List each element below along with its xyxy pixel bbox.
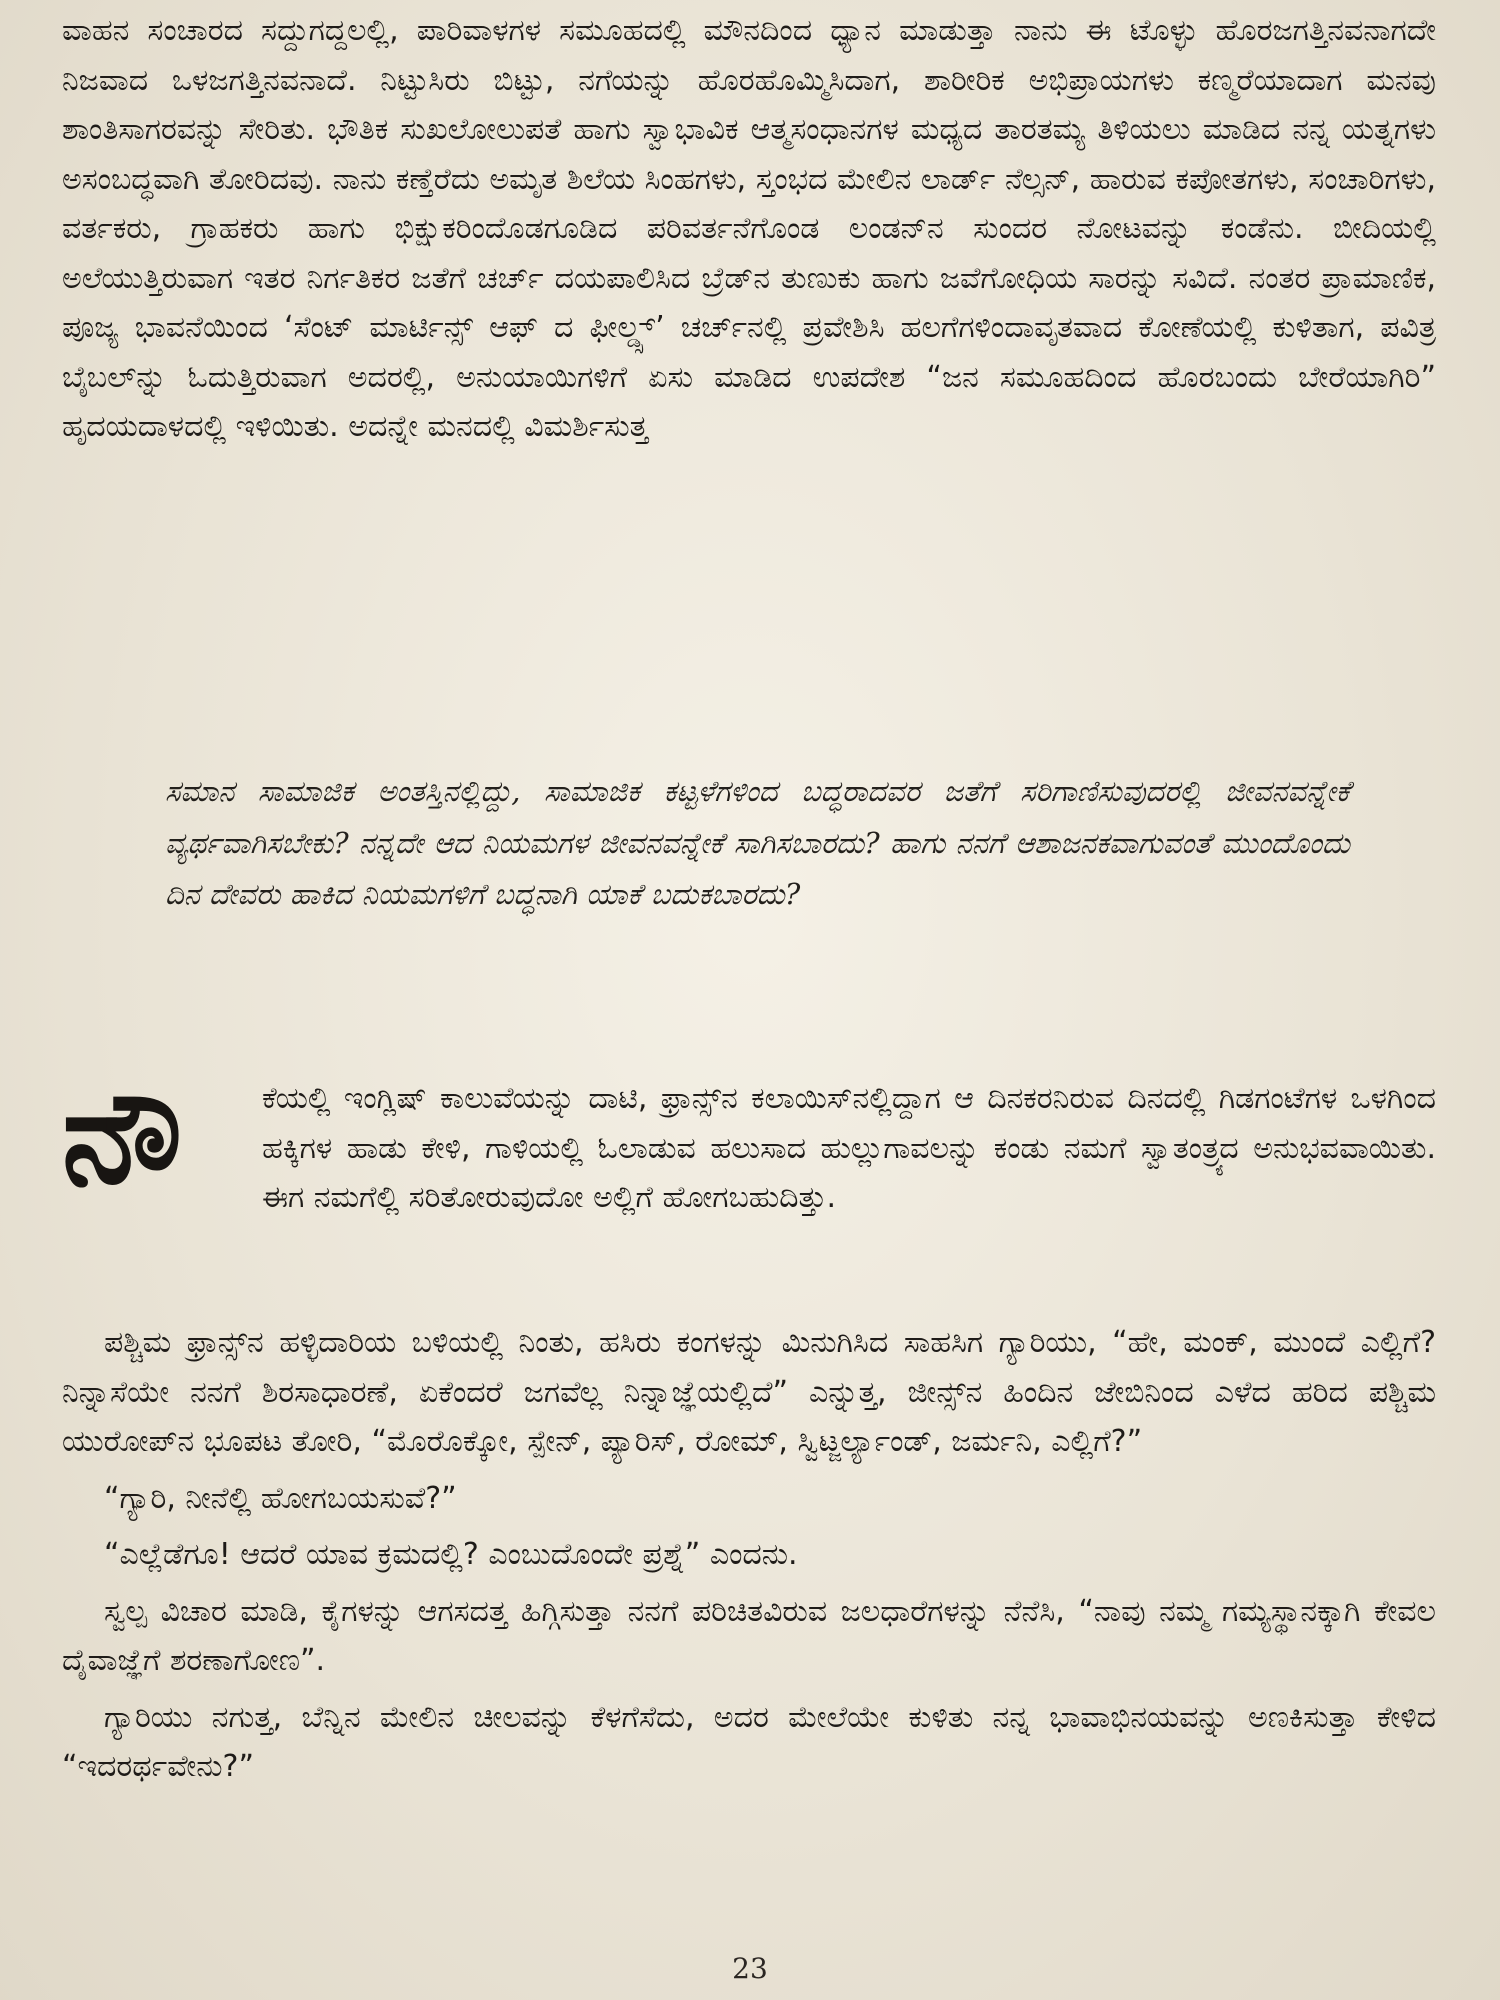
dialog-paragraph: ಸ್ವಲ್ಪ ವಿಚಾರ ಮಾಡಿ, ಕೈಗಳನ್ನು ಆಗಸದತ್ತ ಹಿಗ್ಗಿಸುತ್ತಾ ನನಗೆ ಪರಿಚಿತವಿರುವ ಜಲಧಾರೆಗಳನ್ನು ನೆನೆಸಿ, “ನಾವು ನಮ್ಮ ಗಮ್ಯಸ್ಥಾನಕ್ಕಾಗಿ ಕೇವಲ ದೈವಾಜ್ಞೆಗೆ ಶರಣಾಗೋಣ”. — [62, 1593, 1436, 1678]
chapter-opening-paragraph: ಕೆಯಲ್ಲಿ ಇಂಗ್ಲಿಷ್ ಕಾಲುವೆಯನ್ನು ದಾಟಿ, ಫ್ರಾನ್ಸ್‌ನ ಕಲಾಯಿಸ್‌ನಲ್ಲಿದ್ದಾಗ ಆ ದಿನಕರನಿರುವ ದಿನದಲ್ಲಿ ಗಿಡಗಂಟೆಗಳ ಒಳಗಿಂದ ಹಕ್ಕಿಗಳ ಹಾಡು ಕೇಳಿ, ಗಾಳಿಯಲ್ಲಿ ಓಲಾಡುವ ಹಲುಸಾದ ಹುಲ್ಲುಗಾವಲನ್ನು ಕಂಡು ನಮಗೆ ಸ್ವಾತಂತ್ರ್ಯದ ಅನುಭವವಾಯಿತು. ಈಗ ನಮಗೆಲ್ಲಿ ಸರಿತೋರುವುದೋ ಅಲ್ಲಿಗೆ ಹೋಗಬಹುದಿತ್ತು. — [262, 1081, 1436, 1215]
body-paragraph: ವಾಹನ ಸಂಚಾರದ ಸದ್ದುಗದ್ದಲಲ್ಲಿ, ಪಾರಿವಾಳಗಳ ಸಮೂಹದಲ್ಲಿ ಮೌನದಿಂದ ಧ್ಯಾನ ಮಾಡುತ್ತಾ ನಾನು ಈ ಟೊಳ್ಳು ಹೊರಜಗತ್ತಿನವನಾಗದೇ ನಿಜವಾದ ಒಳಜಗತ್ತಿನವನಾದೆ. ನಿಟ್ಟುಸಿರು ಬಿಟ್ಟು, ನಗೆಯನ್ನು ಹೊರಹೊಮ್ಮಿಸಿದಾಗ, ಶಾರೀರಿಕ ಅಭಿಪ್ರಾಯಗಳು ಕಣ್ಮರೆಯಾದಾಗ ಮನವು ಶಾಂತಿಸಾಗರವನ್ನು ಸೇರಿತು. ಭೌತಿಕ ಸುಖಲೋಲುಪತೆ ಹಾಗು ಸ್ವಾಭಾವಿಕ ಆತ್ಮಸಂಧಾನಗಳ ಮಧ್ಯದ ತಾರತಮ್ಯ ತಿಳಿಯಲು ಮಾಡಿದ ನನ್ನ ಯತ್ನಗಳು ಅಸಂಬದ್ಧವಾಗಿ ತೋರಿದವು. ನಾನು ಕಣ್ತೆರೆದು ಅಮೃತ ಶಿಲೆಯ ಸಿಂಹಗಳು, ಸ್ತಂಭದ ಮೇಲಿನ ಲಾರ್ಡ್ ನೆಲ್ಸನ್, ಹಾರುವ ಕಪೋತಗಳು, ಸಂಚಾರಿಗಳು, ವರ್ತಕರು, ಗ್ರಾಹಕರು ಹಾಗು ಭಿಕ್ಷುಕರಿಂದೊಡಗೂಡಿದ ಪರಿವರ್ತನೆಗೊಂಡ ಲಂಡನ್‌ನ ಸುಂದರ ನೋಟವನ್ನು ಕಂಡೆನು. ಬೀದಿಯಲ್ಲಿ ಅಲೆಯುತ್ತಿರುವಾಗ ಇತರ ನಿರ್ಗತಿಕರ ಜತೆಗೆ ಚರ್ಚ್ ದಯಪಾಲಿಸಿದ ಬ್ರೆಡ್‌ನ ತುಣುಕು ಹಾಗು ಜವೆಗೋಧಿಯ ಸಾರನ್ನು ಸವಿದೆ. ನಂತರ ಪ್ರಾಮಾಣಿಕ, ಪೂಜ್ಯ ಭಾವನೆಯಿಂದ ‘ಸೆಂಟ್ ಮಾರ್ಟಿನ್ಸ್ ಆಫ್ ದ ಫೀಲ್ಡ್ಸ್’ ಚರ್ಚ್‌ನಲ್ಲಿ ಪ್ರವೇಶಿಸಿ ಹಲಗೆಗಳಿಂದಾವೃತವಾದ ಕೋಣೆಯಲ್ಲಿ ಕುಳಿತಾಗ, ಪವಿತ್ರ ಬೈಬಲ್‌ನ್ನು ಓದುತ್ತಿರುವಾಗ ಅದರಲ್ಲಿ, ಅನುಯಾಯಿಗಳಿಗೆ ಏಸು ಮಾಡಿದ ಉಪದೇಶ “ಜನ ಸಮೂಹದಿಂದ ಹೊರಬಂದು ಬೇರೆಯಾಗಿರಿ” ಹೃದಯದಾಳದಲ್ಲಿ ಇಳಿಯಿತು. ಅದನ್ನೇ ಮನದಲ್ಲಿ ವಿಮರ್ಶಿಸುತ್ತ — [62, 13, 1436, 444]
dialog-paragraph: ಪಶ್ಚಿಮ ಫ್ರಾನ್ಸ್‌ನ ಹಳ್ಳಿದಾರಿಯ ಬಳಿಯಲ್ಲಿ ನಿಂತು, ಹಸಿರು ಕಂಗಳನ್ನು ಮಿನುಗಿಸಿದ ಸಾಹಸಿಗ ಗ್ಯಾರಿಯು, “ಹೇ, ಮಂಕ್, ಮುಂದೆ ಎಲ್ಲಿಗೆ? ನಿನ್ನಾಸೆಯೇ ನನಗೆ ಶಿರಸಾಧಾರಣೆ, ಏಕೆಂದರೆ ಜಗವೆಲ್ಲ ನಿನ್ನಾಜ್ಞೆಯಲ್ಲಿದೆ” ಎನ್ನುತ್ತ, ಜೀನ್ಸ್‌ನ ಹಿಂದಿನ ಜೇಬಿನಿಂದ ಎಳೆದ ಹರಿದ ಪಶ್ಚಿಮ ಯುರೋಪ್‌ನ ಭೂಪಟ ತೋರಿ, “ಮೊರೊಕ್ಕೋ, ಸ್ಪೇನ್, ಪ್ಯಾರಿಸ್, ರೋಮ್, ಸ್ವಿಟ್ಜರ್ಲ್ಯಾಂಡ್, ಜರ್ಮನಿ, ಎಲ್ಲಿಗೆ?” — [62, 1325, 1436, 1459]
dialog-paragraph: “ಎಲ್ಲೆಡೆಗೂ! ಆದರೆ ಯಾವ ಕ್ರಮದಲ್ಲಿ? ಎಂಬುದೊಂದೇ ಪ್ರಶ್ನೆ” ಎಂದನು. — [104, 1537, 798, 1572]
italic-quote-block: ಸಮಾನ ಸಾಮಾಜಿಕ ಅಂತಸ್ತಿನಲ್ಲಿದ್ದು, ಸಾಮಾಜಿಕ ಕಟ್ಟಳೆಗಳಿಂದ ಬದ್ಧರಾದವರ ಜತೆಗೆ ಸರಿಗಾಣಿಸುವುದರಲ್ಲಿ ಜೀವನವನ್ನೇಕೆ ವ್ಯರ್ಥವಾಗಿಸಬೇಕು? ನನ್ನದೇ ಆದ ನಿಯಮಗಳ ಜೀವನವನ್ನೇಕೆ ಸಾಗಿಸಬಾರದು? ಹಾಗು ನನಗೆ ಆಶಾಜನಕವಾಗುವಂತೆ ಮುಂದೊಂದು ದಿನ ದೇವರು ಹಾಕಿದ ನಿಯಮಗಳಿಗೆ ಬದ್ಧನಾಗಿ ಯಾಕೆ ಬದುಕಬಾರದು? — [165, 774, 1350, 911]
page-number: 23 — [732, 1952, 768, 1985]
drop-cap-initial: ನೌ — [62, 1060, 179, 1213]
dialog-section — [62, 1318, 1436, 1799]
chapter-opening — [62, 1060, 1436, 1223]
dialog-paragraph: “ಗ್ಯಾರಿ, ನೀನೆಲ್ಲಿ ಹೋಗಬಯಸುವೆ?” — [104, 1480, 457, 1516]
dialog-paragraph: ಗ್ಯಾರಿಯು ನಗುತ್ತ, ಬೆನ್ನಿನ ಮೇಲಿನ ಚೀಲವನ್ನು ಕೆಳಗೆಸೆದು, ಅದರ ಮೇಲೆಯೇ ಕುಳಿತು ನನ್ನ ಭಾವಾಭಿನಯವನ್ನು ಅಣಕಿಸುತ್ತಾ ಕೇಳಿದ “ಇದರರ್ಥವೇನು?” — [62, 1699, 1436, 1784]
